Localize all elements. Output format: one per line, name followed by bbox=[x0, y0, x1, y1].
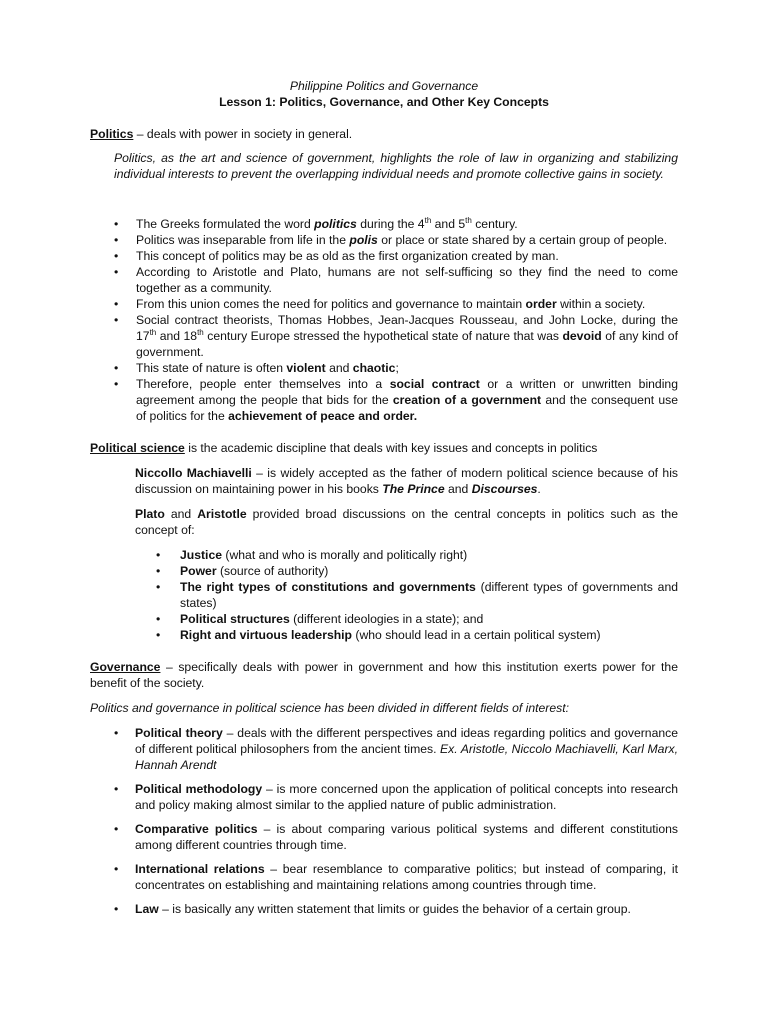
list-item: • Political theory – deals with the different perspectives and ideas regarding politics and governance of different political philosophers from the ancient times. Ex. Aristotle, Niccolo Machiavelli, Karl Marx, Hannah Arendt bbox=[114, 726, 678, 772]
list-item: • Power (source of authority) bbox=[156, 564, 329, 578]
polsci-definition: Political science is the academic discipline that deals with key issues and concepts in politics bbox=[90, 441, 598, 455]
list-item: • Comparative politics – is about comparing various political systems and different constitutions among different countries through time. bbox=[114, 822, 678, 852]
list-item: • From this union comes the need for politics and governance to maintain order within a society. bbox=[114, 297, 646, 311]
list-item: • Politics was inseparable from life in the polis or place or state shared by a certain group of people. bbox=[114, 233, 668, 247]
list-item: • Therefore, people enter themselves into a social contract or a written or unwritten binding agreement among the people that bids for the creation of a government and the consequent use of politics for the achievement of peace and order. bbox=[114, 377, 679, 423]
list-item: • The Greeks formulated the word politics during the 4th and 5th century. bbox=[114, 216, 518, 231]
politics-def-text: – deals with power in society in general. bbox=[133, 127, 353, 141]
fields-intro: Politics and governance in political science has been divided in different fields of interest: bbox=[90, 701, 569, 715]
lesson-title: Lesson 1: Politics, Governance, and Other Key Concepts bbox=[219, 95, 549, 109]
fields-list bbox=[90, 725, 678, 917]
polsci-term: Political science bbox=[90, 441, 185, 455]
list-item: • Law – is basically any written statement that limits or guides the behavior of a certain group. bbox=[114, 902, 631, 916]
machiavelli-paragraph: Niccollo Machiavelli – is widely accepted as the father of modern political science because of his discussion on maintaining power in his books The Prince and Discourses. bbox=[135, 466, 678, 496]
list-item: • Political structures (different ideologies in a state); and bbox=[156, 612, 484, 626]
list-item: • Justice (what and who is morally and politically right) bbox=[156, 548, 468, 562]
concepts-list bbox=[90, 547, 678, 643]
list-item: • International relations – bear resemblance to comparative politics; but instead of comparing, it concentrates on establishing and maintaining relations among countries through time. bbox=[114, 862, 678, 892]
politics-bullets bbox=[90, 216, 678, 424]
course-title: Philippine Politics and Governance bbox=[289, 79, 479, 93]
governance-definition: Governance – specifically deals with power in government and how this institution exerts power for the benefit of the society. bbox=[90, 660, 678, 690]
politics-definition bbox=[90, 126, 678, 142]
list-item: • Social contract theorists, Thomas Hobbes, Jean-Jacques Rousseau, and John Locke, during the 17th and 18th century Europe stressed the hypothetical state of nature that was devoid of any kind of government. bbox=[114, 313, 678, 359]
politics-quote: Politics, as the art and science of government, highlights the role of law in organizing and stabilizing individual interests to prevent the overlapping individual needs and promote collective gains in society. bbox=[114, 151, 678, 181]
governance-term: Governance bbox=[90, 660, 161, 674]
list-item: • This state of nature is often violent and chaotic; bbox=[114, 361, 399, 375]
list-item: • According to Aristotle and Plato, humans are not self-sufficing so they find the need to come together as a community. bbox=[114, 265, 678, 295]
list-item: • Right and virtuous leadership (who should lead in a certain political system) bbox=[156, 628, 601, 642]
politics-term: Politics bbox=[90, 127, 134, 141]
list-item: • This concept of politics may be as old as the first organization created by man. bbox=[114, 249, 559, 263]
list-item: • Political methodology – is more concerned upon the application of political concepts into research and policy making almost similar to the applied nature of public administration. bbox=[114, 782, 678, 812]
list-item: • The right types of constitutions and governments (different types of governments and states) bbox=[156, 580, 679, 610]
plato-aristotle-paragraph: Plato and Aristotle provided broad discussions on the central concepts in politics such as the concept of: bbox=[135, 507, 678, 537]
